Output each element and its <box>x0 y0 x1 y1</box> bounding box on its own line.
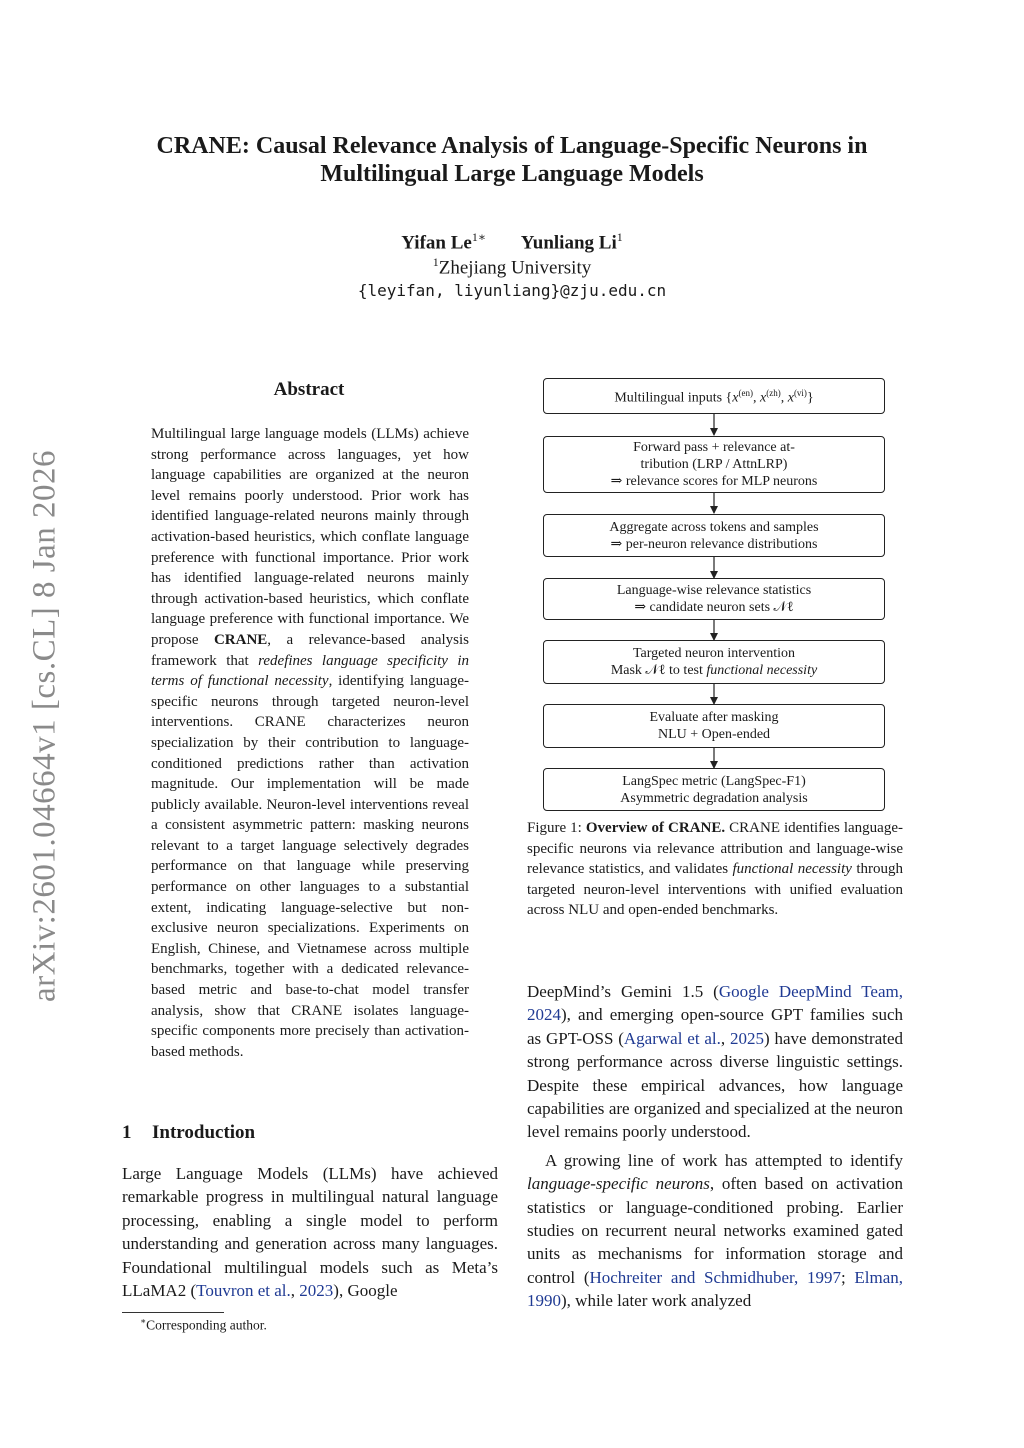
flow-box-aggregate: Aggregate across tokens and samples ⇒ per-neuron relevance distributions <box>543 514 885 557</box>
author-email: {leyifan, liyunliang}@zju.edu.cn <box>357 281 667 300</box>
section-title: Introduction <box>152 1122 256 1143</box>
footnote-mark: ∗ <box>140 1316 147 1326</box>
citation-hochreiter[interactable]: Hochreiter and Schmidhuber, 1997 <box>589 1267 841 1287</box>
author-2: Yunliang Li <box>520 232 617 254</box>
affiliation-mark: 1 <box>432 255 439 269</box>
abstract-emphasis: redefines language specificity in terms of functional necessity <box>151 652 469 690</box>
title-line-2: Multilingual Large Language Models <box>320 161 704 187</box>
flow-box-evaluate: Evaluate after masking NLU + Open-ended <box>543 704 885 748</box>
author-2-mark: 1 <box>616 230 623 244</box>
footnote-rule <box>122 1312 224 1313</box>
caption-title: Overview of CRANE. <box>585 820 726 836</box>
title-line-1: CRANE: Causal Relevance Analysis of Language-Specific Neurons in <box>156 133 868 159</box>
caption-label: Figure 1: <box>527 820 586 836</box>
abstract-crane: CRANE <box>213 631 268 648</box>
arxiv-sidebar <box>10 436 80 1016</box>
abstract-body <box>151 424 469 1062</box>
intro-text-1: Large Language Models (LLMs) have achieved remarkable progress in multilingual natural language processing, enabling a single model to perform understanding and generation across many languages. Foundational multilingual models such as Meta’s LLaMA2 ( <box>122 1164 498 1301</box>
affiliation <box>120 255 904 279</box>
paragraph-gemini: DeepMind’s Gemini 1.5 (Google DeepMind Team, 2024), and emerging open-source GPT families such as GPT-OSS (Agarwal et al., 2025) have demonstrated strong performance across diverse linguistic settings. Despite these empirical advances, how language capabilities are organized and specialized at the neuron level remains poorly understood. <box>527 982 904 1142</box>
citation-agarwal[interactable]: Agarwal et al. <box>623 1028 721 1048</box>
paper-title <box>120 132 904 188</box>
paragraph-language-neurons: A growing line of work has attempted to identify language-specific neurons, often based on activation statistics or language-conditioned probing. Earlier studies on recurrent neural networks examined gated units as mechanisms for information storage and control (Hochreiter and Schmidhuber, 1997; Elman, 1990), while later work analyzed <box>527 1150 904 1311</box>
affiliation-name: Zhejiang University <box>438 257 592 279</box>
figure-caption: Figure 1: Overview of CRANE. CRANE identifies language-specific neurons via relevance attribution and language-wise relevance statistics, and validates functional necessity through targeted neuron-level interventions with unified evaluation across NLU and open-ended benchmarks. <box>527 820 903 919</box>
abstract-text-3: , identifying language-specific neurons through targeted neuron-level interventions. CRANE characterizes neuron specialization by their contribution to language-conditioned predictions rather than activation magnitude. Our implementation will be made publicly available. Neuron-level interventions reveal a consistent asymmetric pattern: masking neurons relevant to a target language selectively degrades performance on that language while preserving performance on other languages to a substantial extent, indicating language-selective but non-exclusive neuron specializations. Experiments on English, Chinese, and Vietnamese across multiple benchmarks, together with a dedicated relevance-based metric and base-to-chat model transfer analysis, show that CRANE isolates language-specific components more precisely than activation-based methods. <box>151 673 469 1060</box>
citation-touvron[interactable]: Touvron et al. <box>196 1281 291 1301</box>
flow-box-statistics: Language-wise relevance statistics ⇒ candidate neuron sets 𝒩ℓ <box>543 578 885 620</box>
arxiv-identifier: arXiv:2601.04664v1 [cs.CL] 8 Jan 2026 <box>26 450 63 1002</box>
citation-touvron-year[interactable]: 2023 <box>299 1281 334 1301</box>
right-column-text <box>527 980 903 1313</box>
flow-box-inputs: Multilingual inputs {$x^{(en)}$, $x^{(zh)}$, $x^{(vi)}$} <box>543 378 885 414</box>
intro-text-2: ), Google <box>333 1281 398 1301</box>
flow-box-intervention: Targeted neuron intervention Mask 𝒩ℓ to test functional necessity <box>543 640 885 684</box>
author-1-mark: 1∗ <box>471 230 486 244</box>
abstract-text-1: Multilingual large language models (LLMs) achieve strong performance across languages, yet how language capabilities are organized at the neuron level remains poorly understood. Prior work has identified language-related neurons mainly through activation-based heuristics, which conflate language preference with functional importance. Prior work has identified language-related neurons mainly through activation-based heuristics, which conflate language preference with functional importance. We propose <box>151 426 469 648</box>
citation-deepmind[interactable]: Google DeepMind Team, 2024 <box>527 982 903 1025</box>
citation-elman[interactable]: Elman, 1990 <box>527 1267 903 1311</box>
author-1: Yifan Le <box>401 232 472 254</box>
introduction-paragraph: Large Language Models (LLMs) have achieved remarkable progress in multilingual natural language processing, enabling a single model to perform understanding and generation across many languages. Foundational multilingual models such as Meta’s LLaMA2 (Touvron et al., 2023), Google <box>122 1164 498 1301</box>
section-heading-introduction <box>122 1122 498 1144</box>
flow-box-langspec: LangSpec metric (LangSpec-F1) Asymmetric degradation analysis <box>543 768 885 811</box>
footnote <box>140 1316 267 1334</box>
abstract-text-2: , a relevance-based analysis framework that <box>151 631 469 669</box>
flow-box-forward-pass: Forward pass + relevance at- tribution (LRP / AttnLRP) ⇒ relevance scores for MLP neurons <box>543 436 885 493</box>
author-list <box>120 230 904 254</box>
footnote-text: Corresponding author. <box>146 1317 267 1333</box>
section-number: 1 <box>122 1122 132 1143</box>
abstract-heading: Abstract <box>273 379 345 400</box>
citation-agarwal-year[interactable]: 2025 <box>730 1028 764 1048</box>
